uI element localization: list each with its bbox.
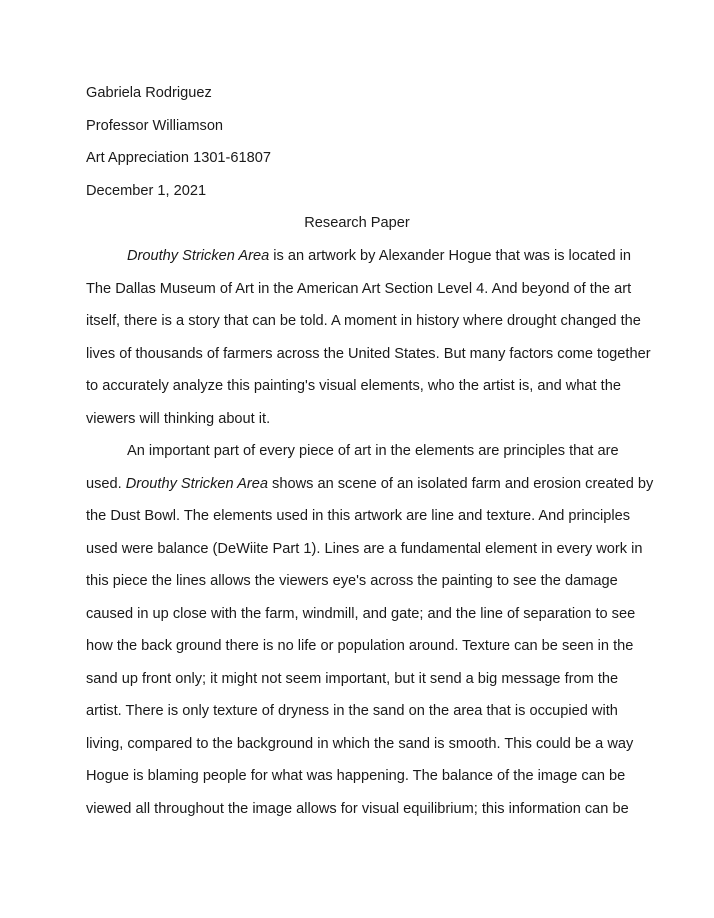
paragraph-1-line-6: viewers will thinking about it. xyxy=(86,411,271,427)
course-name: Art Appreciation 1301-61807 xyxy=(86,150,271,166)
paragraph-2-line-6: caused in up close with the farm, windmill, and gate; and the line of separation to see xyxy=(86,606,636,622)
paragraph-2-line-11: Hogue is blaming people for what was happening. The balance of the image can be xyxy=(86,768,626,784)
paragraph-2-line-10: living, compared to the background in which the sand is smooth. This could be a way xyxy=(86,736,634,752)
paragraph-2-line-3: the Dust Bowl. The elements used in this artwork are line and texture. And principles xyxy=(86,508,631,524)
paragraph-1-line-1-text: is an artwork by Alexander Hogue that was is located in xyxy=(269,248,632,264)
paragraph-1-line-3: itself, there is a story that can be told. A moment in history where drought changed the xyxy=(86,313,641,329)
paragraph-1-line-4: lives of thousands of farmers across the United States. But many factors come together xyxy=(86,346,651,362)
paragraph-1-line-1 xyxy=(127,247,631,265)
paragraph-1-line-5: to accurately analyze this painting's visual elements, who the artist is, and what the xyxy=(86,378,621,394)
paragraph-2-line-8: sand up front only; it might not seem important, but it send a big message from the xyxy=(86,671,619,687)
paragraph-2-line-2-pre: used. xyxy=(86,476,126,492)
paragraph-2-line-5: this piece the lines allows the viewers eye's across the painting to see the damage xyxy=(86,573,618,589)
professor-name: Professor Williamson xyxy=(86,118,224,134)
paragraph-2-line-12: viewed all throughout the image allows for visual equilibrium; this information can be xyxy=(86,801,629,817)
artwork-title: Drouthy Stricken Area xyxy=(127,248,270,264)
paragraph-2-line-9: artist. There is only texture of dryness in the sand on the area that is occupied with xyxy=(86,703,618,719)
paragraph-2-line-1: An important part of every piece of art in the elements are principles that are xyxy=(127,443,619,459)
paragraph-1-line-2: The Dallas Museum of Art in the American Art Section Level 4. And beyond of the art xyxy=(86,281,632,297)
paragraph-2-line-7: how the back ground there is no life or population around. Texture can be seen in the xyxy=(86,638,634,654)
paragraph-2-line-2-text: shows an scene of an isolated farm and erosion created by xyxy=(267,476,654,492)
author-name: Gabriela Rodriguez xyxy=(86,85,212,101)
artwork-title: Drouthy Stricken Area xyxy=(125,476,268,492)
paper-date: December 1, 2021 xyxy=(86,183,207,199)
paper-title: Research Paper xyxy=(304,215,410,231)
paragraph-2-line-4: used were balance (DeWiite Part 1). Lines are a fundamental element in every work in xyxy=(86,541,643,557)
paragraph-2-line-2 xyxy=(86,475,653,493)
